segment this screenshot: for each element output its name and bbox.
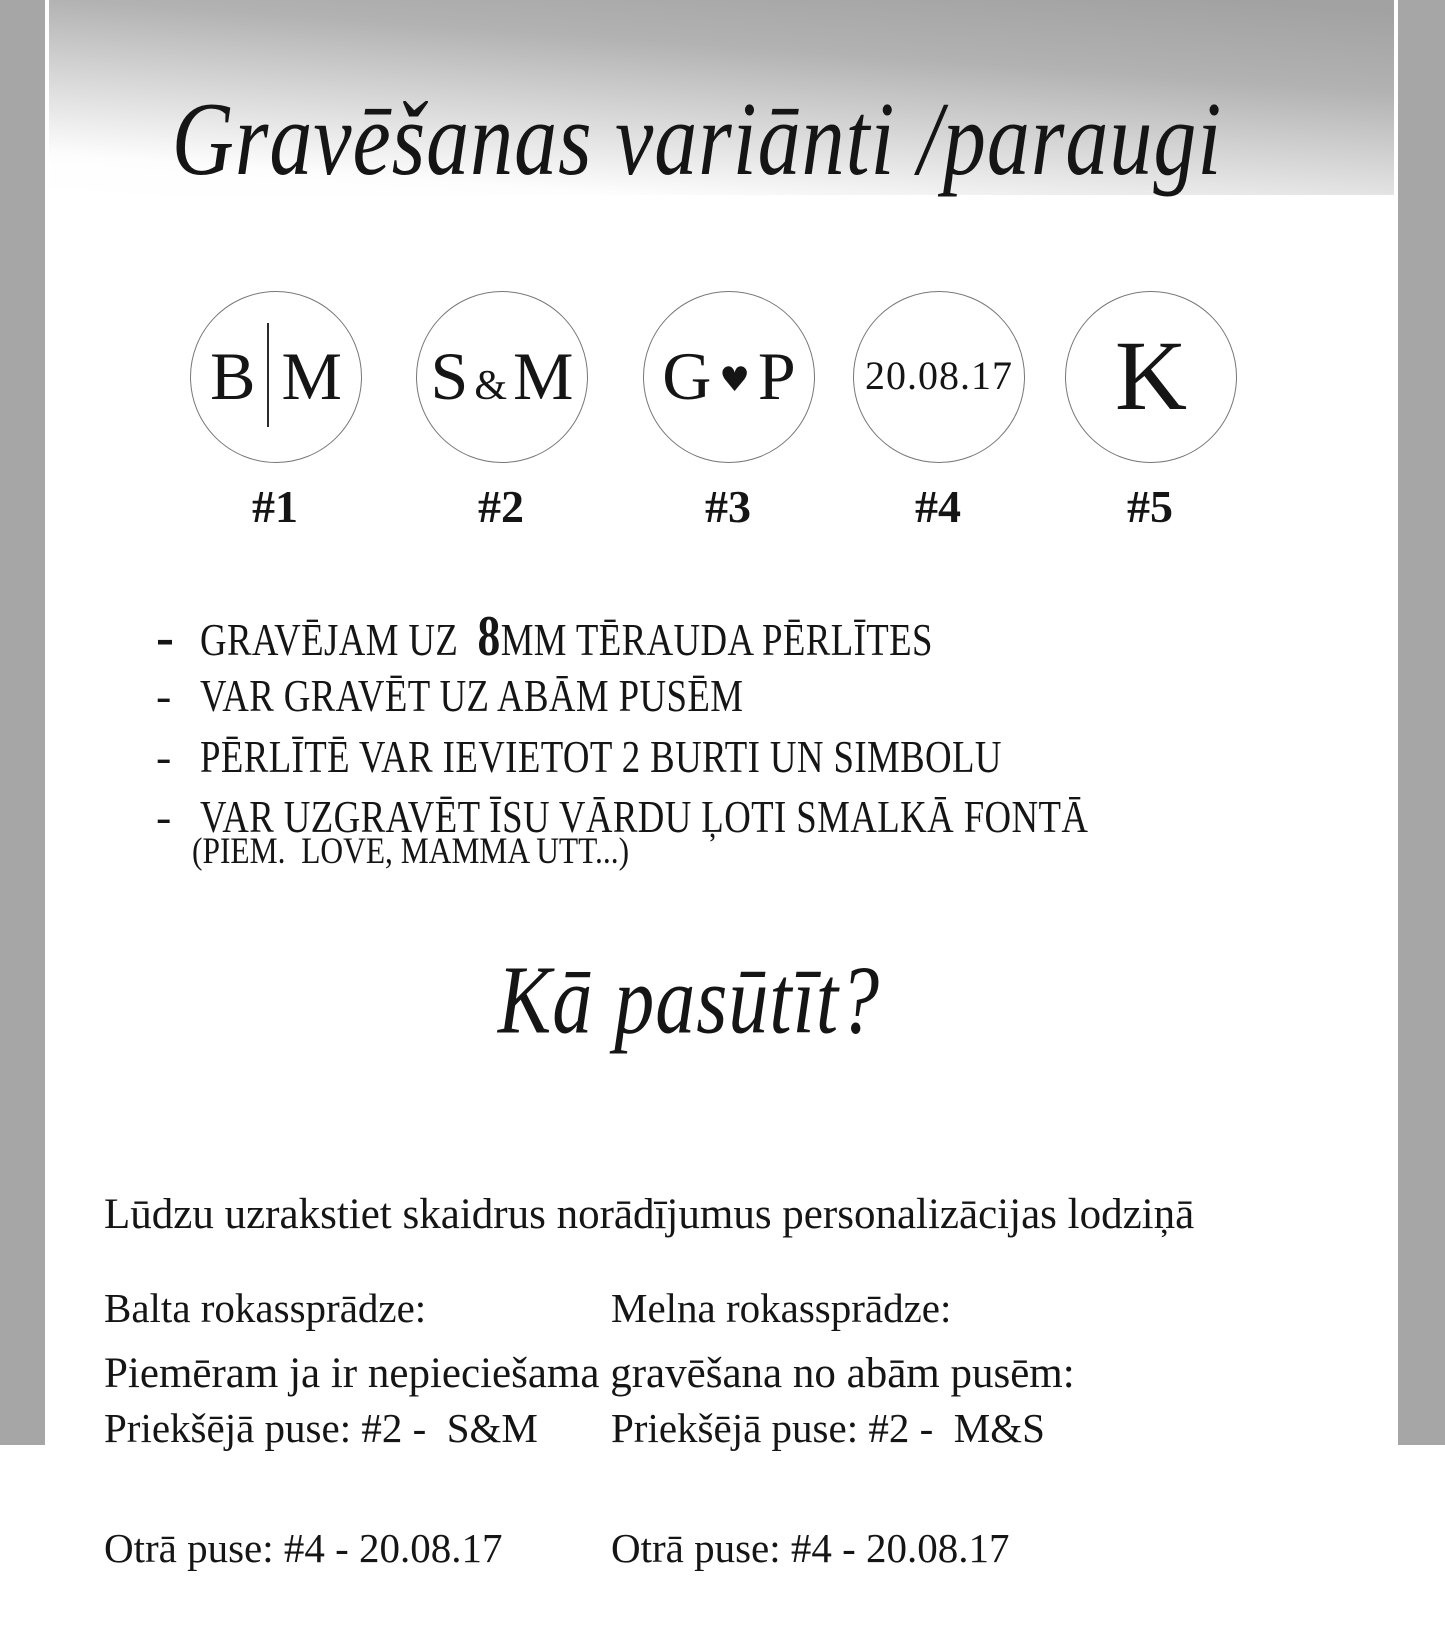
sample-1-label: #1 (252, 481, 298, 532)
example-black-bracelet (611, 1208, 1045, 1648)
how-to-order-title: Kā pasūtīt? (497, 947, 881, 1055)
right-gray-bar (1398, 0, 1445, 1445)
bullet-3-text: PĒRLĪTĒ VAR IEVIETOT 2 BURTI UN SIMBOLU (200, 731, 1002, 782)
bullet-1-size-number: 8 (477, 605, 501, 668)
sample-4-date: 20.08.17 (865, 353, 1013, 398)
example-black-title: Melna rokassprādze: (611, 1285, 952, 1331)
sample-1-right-initial: M (281, 338, 342, 414)
bullet-4-text: VAR UZGRAVĒT ĪSU VĀRDU ĻOTI SMALKĀ FONTĀ (200, 791, 1089, 842)
sample-1-left-initial: B (210, 338, 256, 414)
sample-circle-2 (416, 291, 588, 463)
sample-4-label: #4 (915, 481, 961, 532)
sample-5-label: #5 (1127, 481, 1173, 532)
bullet-1-text: GRAVĒJAM UZ (200, 614, 478, 665)
example-white-bracelet (104, 1208, 538, 1648)
bullet-dash: - (156, 791, 172, 842)
bullet-2-text: VAR GRAVĒT UZ ABĀM PUSĒM (200, 670, 744, 721)
sample-circle-4 (853, 291, 1025, 463)
example-black-front-side: Priekšējā puse: #2 - M&S (611, 1405, 1045, 1451)
bullet-dash: - (156, 607, 174, 667)
heart-icon: ♥ (719, 360, 750, 400)
sample-2-right-initial: M (513, 338, 574, 414)
sample-3-right-initial: P (757, 338, 796, 414)
sample-2-left-initial: S (430, 338, 469, 414)
left-gray-bar (0, 0, 45, 1445)
bullet-dash: - (156, 670, 172, 721)
sample-3-label: #3 (705, 481, 751, 532)
page-title: Gravēšanas variānti /paraugi (171, 79, 1223, 197)
sample-circle-1 (190, 291, 362, 463)
example-white-other-side: Otrā puse: #4 - 20.08.17 (104, 1525, 503, 1571)
sample-circle-3 (643, 291, 815, 463)
sample-2-label: #2 (478, 481, 524, 532)
bullet-dash: - (156, 731, 172, 782)
example-black-other-side: Otrā puse: #4 - 20.08.17 (611, 1525, 1010, 1571)
example-note: (PIEM. LOVE, MAMMA UTT...) (192, 831, 630, 872)
divider-line-icon (267, 323, 269, 427)
example-white-title: Balta rokassprādze: (104, 1285, 427, 1331)
order-instructions-line-1: Lūdzu uzrakstiet skaidrus norādījumus personalizācijas lodziņā (104, 1191, 1195, 1238)
bullet-1-text-cont: MM TĒRAUDA PĒRLĪTES (500, 614, 933, 665)
order-instructions-line-2: Piemēram ja ir nepieciešama gravēšana no abām pusēm: (104, 1350, 1075, 1397)
sample-5-initial: K (1114, 320, 1188, 431)
ampersand: & (474, 363, 508, 409)
sample-3-left-initial: G (662, 338, 712, 414)
example-white-front-side: Priekšējā puse: #2 - S&M (104, 1405, 538, 1451)
sample-circle-5 (1065, 291, 1237, 463)
